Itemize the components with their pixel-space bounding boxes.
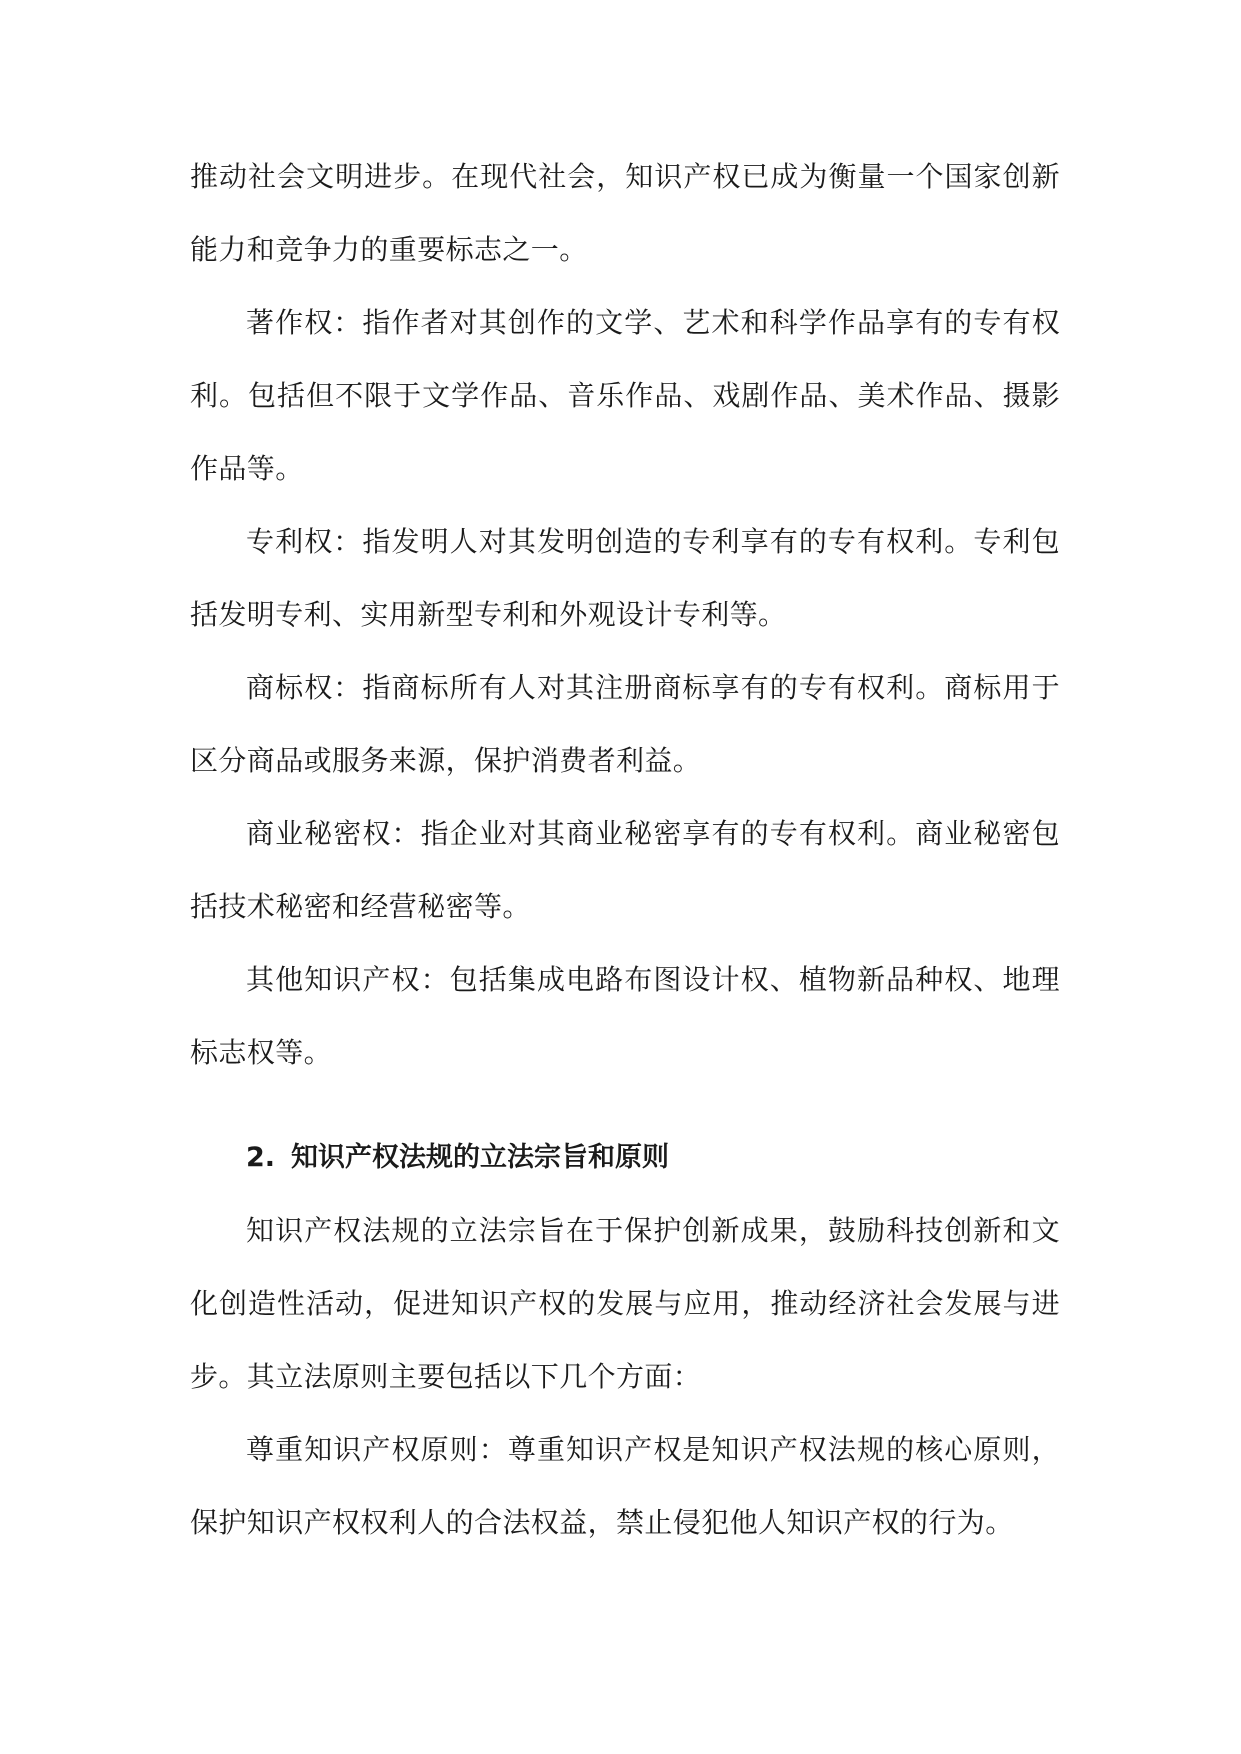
paragraph-other-ip: 其他知识产权：包括集成电路布图设计权、植物新品种权、地理标志权等。: [190, 963, 1060, 1069]
section-number: 2.: [246, 1142, 276, 1173]
section-title: 知识产权法规的立法宗旨和原则: [291, 1142, 670, 1173]
paragraph-continuation: 推动社会文明进步。在现代社会，知识产权已成为衡量一个国家创新能力和竞争力的重要标志之一。: [190, 160, 1060, 266]
paragraph-trade-secret: 商业秘密权：指企业对其商业秘密享有的专有权利。商业秘密包括技术秘密和经营秘密等。: [190, 817, 1060, 923]
paragraph-respect-principle: 尊重知识产权原则：尊重知识产权是知识产权法规的核心原则，保护知识产权权利人的合法权益，禁止侵犯他人知识产权的行为。: [190, 1433, 1060, 1539]
paragraph-legislative-purpose: 知识产权法规的立法宗旨在于保护创新成果，鼓励科技创新和文化创造性活动，促进知识产权的发展与应用，推动经济社会发展与进步。其立法原则主要包括以下几个方面：: [190, 1214, 1060, 1393]
section-heading: [190, 1121, 1060, 1194]
paragraph-copyright: 著作权：指作者对其创作的文学、艺术和科学作品享有的专有权利。包括但不限于文学作品、音乐作品、戏剧作品、美术作品、摄影作品等。: [190, 306, 1060, 485]
paragraph-patent: 专利权：指发明人对其发明创造的专利享有的专有权利。专利包括发明专利、实用新型专利和外观设计专利等。: [190, 525, 1060, 631]
document-page: [190, 140, 1060, 1559]
paragraph-trademark: 商标权：指商标所有人对其注册商标享有的专有权利。商标用于区分商品或服务来源，保护消费者利益。: [190, 671, 1060, 777]
